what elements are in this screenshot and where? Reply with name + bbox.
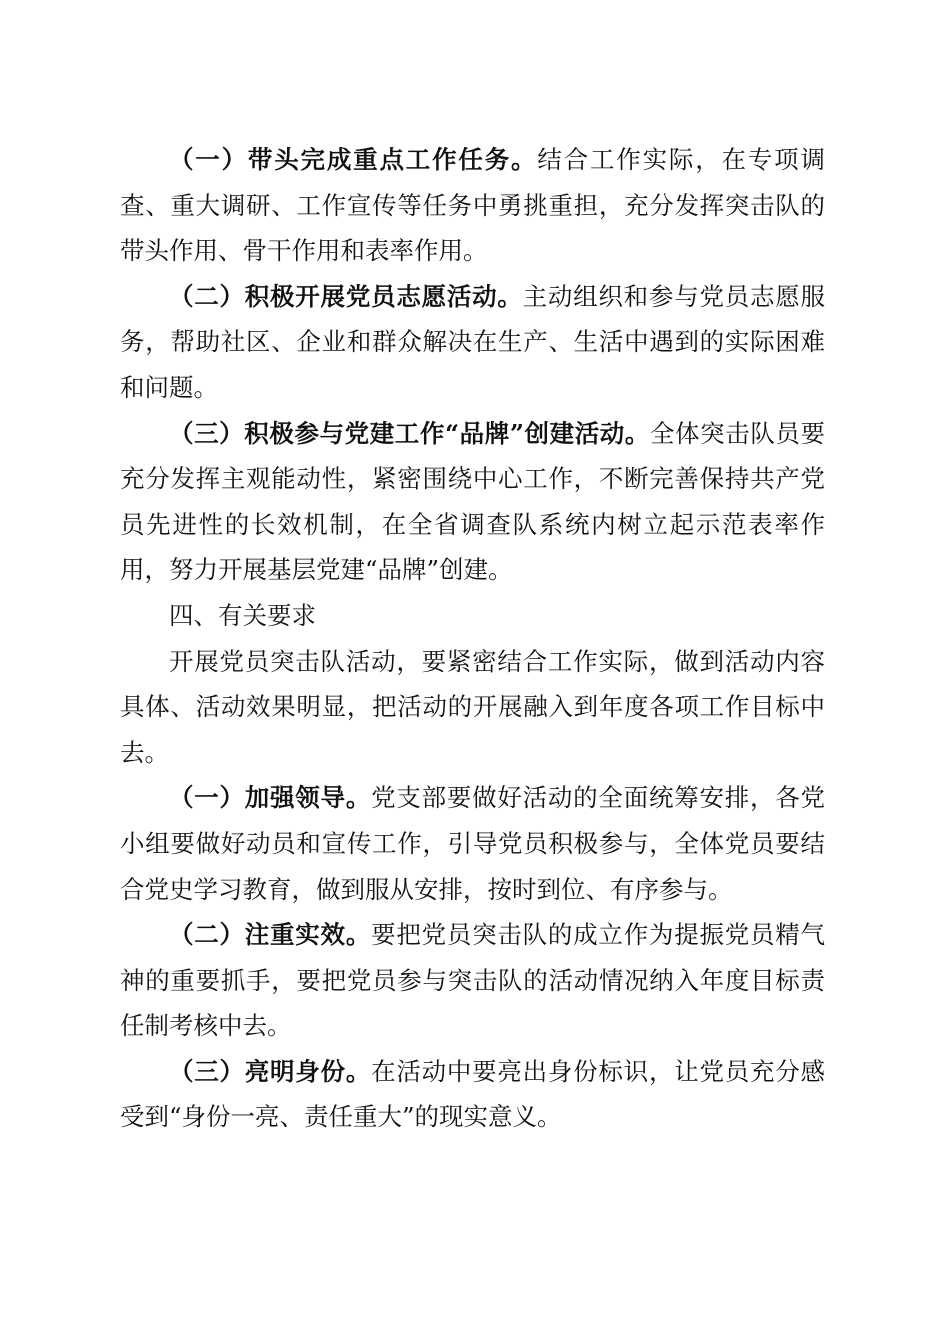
paragraph-task-3 bbox=[120, 411, 825, 593]
paragraph-body: 党支部要做好活动的全面统筹安排，各党小组要做好动员和宣传工作，引导党员积极参与，全体党员要结合党史学习教育，做到服从安排，按时到位、有序参与。 bbox=[120, 783, 826, 904]
paragraph-requirement-3 bbox=[120, 1049, 825, 1140]
paragraph-lead: （三）亮明身份。 bbox=[169, 1056, 372, 1086]
paragraph-task-2 bbox=[120, 274, 825, 411]
section-heading: 四、有关要求 bbox=[169, 600, 316, 630]
paragraph-task-1 bbox=[120, 137, 825, 274]
paragraph-body: 主动组织和参与党员志愿服务，帮助社区、企业和群众解决在生产、生活中遇到的实际困难和问题。 bbox=[120, 281, 825, 402]
paragraph-body: 全体突击队员要充分发挥主观能动性，紧密围绕中心工作，不断完善保持共产党员先进性的长效机制，在全省调查队系统内树立起示范表率作用，努力开展基层党建“品牌”创建。 bbox=[120, 418, 826, 585]
paragraph-lead: （三）积极参与党建工作“品牌”创建活动。 bbox=[169, 418, 650, 448]
paragraph-requirement-2 bbox=[120, 912, 825, 1049]
paragraph-body: 在活动中要亮出身份标识，让党员充分感受到“身份一亮、责任重大”的现实意义。 bbox=[120, 1056, 826, 1132]
document-page bbox=[120, 137, 825, 1140]
section-intro: 开展党员突击队活动，要紧密结合工作实际，做到活动内容具体、活动效果明显，把活动的开展融入到年度各项工作目标中去。 bbox=[120, 646, 825, 767]
paragraph-lead: （二）注重实效。 bbox=[169, 920, 372, 950]
paragraph-requirement-1 bbox=[120, 775, 825, 912]
paragraph-lead: （一）带头完成重点工作任务。 bbox=[169, 145, 538, 174]
paragraph-lead: （一）加强领导。 bbox=[169, 783, 372, 813]
paragraph-lead: （二）积极开展党员志愿活动。 bbox=[169, 281, 523, 311]
paragraph-body: 结合工作实际，在专项调查、重大调研、工作宣传等任务中勇挑重担，充分发挥突击队的带头作用、骨干作用和表率作用。 bbox=[120, 145, 825, 266]
paragraph-body: 要把党员突击队的成立作为提振党员精气神的重要抓手，要把党员参与突击队的活动情况纳入年度目标责任制考核中去。 bbox=[120, 920, 826, 1041]
